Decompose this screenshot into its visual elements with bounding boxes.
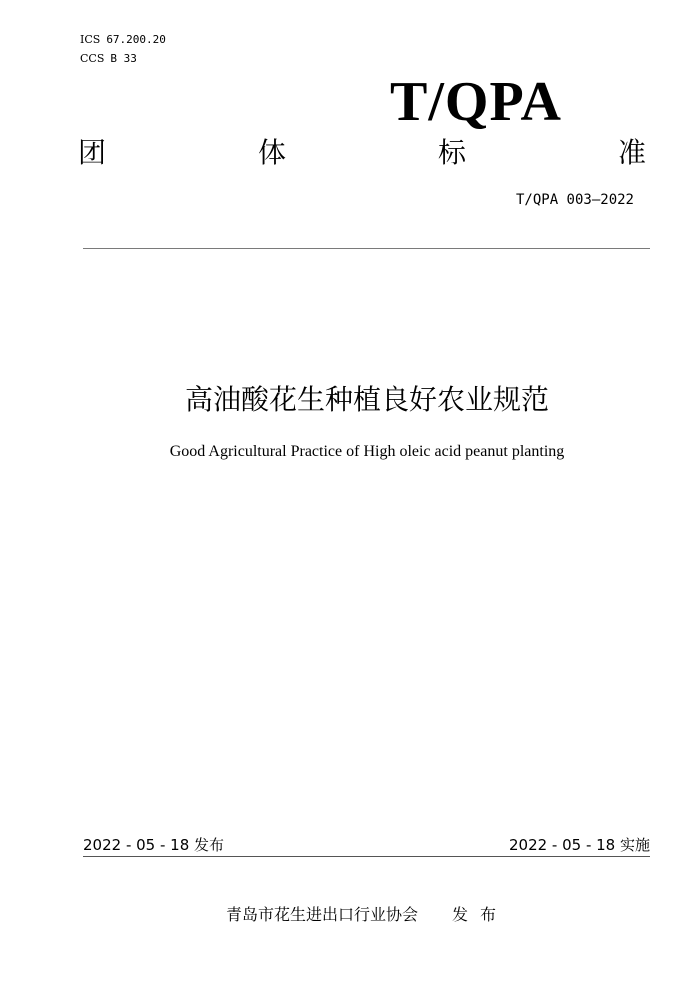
standard-type-char: 准 (617, 136, 646, 169)
standard-type-char: 标 (437, 136, 466, 169)
standard-type-char: 体 (257, 136, 286, 169)
document-title-chinese: 高油酸花生种植良好农业规范 (184, 383, 549, 416)
ccs-label: CCS (80, 52, 105, 65)
ics-code (80, 33, 166, 47)
ccs-code (80, 52, 137, 66)
ics-label: ICS (80, 33, 101, 46)
document-title-english: Good Agricultural Practice of High oleic acid peanut planting (169, 443, 565, 460)
publisher-action: 发布 (452, 905, 509, 924)
issue-date: 2022 - 05 - 18 发布 (83, 836, 225, 854)
footer-divider (83, 856, 650, 857)
standard-type-char: 团 (78, 136, 107, 169)
ccs-value: B 33 (110, 52, 137, 65)
ics-value: 67.200.20 (106, 33, 166, 46)
standard-brand-logo: T/QPA (390, 71, 562, 133)
standard-type-heading (78, 135, 646, 171)
header-divider (83, 248, 650, 249)
standard-number: T/QPA 003—2022 (515, 192, 634, 208)
publisher-line (0, 904, 700, 926)
publisher-organization: 青岛市花生进出口行业协会 (225, 905, 418, 924)
implementation-date: 2022 - 05 - 18 实施 (508, 836, 650, 854)
